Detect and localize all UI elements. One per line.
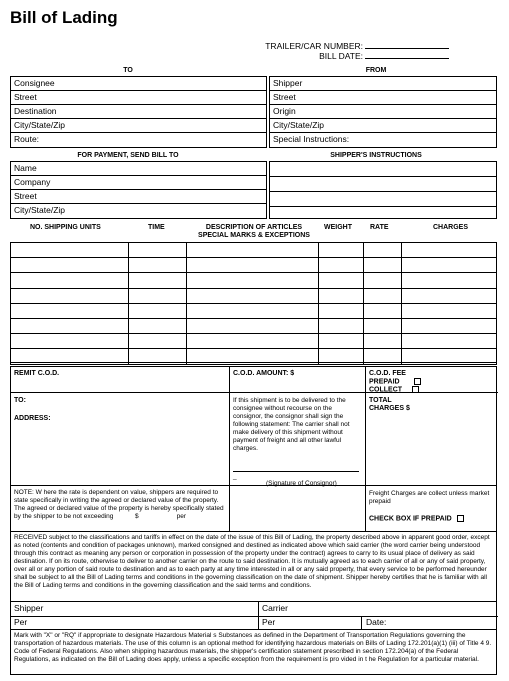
carrier-per-field[interactable]: Per — [262, 617, 276, 627]
destination-field[interactable]: Destination — [11, 105, 266, 119]
signature-section — [10, 602, 497, 630]
prepaid-row — [369, 378, 421, 385]
address-label: ADDRESS: — [14, 415, 51, 422]
consignor-signature-line[interactable] — [233, 471, 359, 472]
from-street-field[interactable]: Street — [270, 91, 496, 105]
cod-amount-label: C.O.D. AMOUNT: $ — [233, 370, 295, 377]
shipper-field[interactable]: Shipper — [270, 77, 496, 91]
to-block — [10, 76, 267, 148]
signature-dash: _ — [233, 473, 237, 480]
special-instructions-field[interactable]: Special Instructions: — [273, 134, 350, 144]
shipper-instructions-header: SHIPPER'S INSTRUCTIONS — [330, 152, 422, 159]
received-terms: RECEIVED subject to the classifications and tariffs in effect on the date of the issue of this Bill of Lading, the property described above in apparent good order, except as noted (contents and condition of packages unknown), marked consigned and destined as indicated above which said carrier (the word carrier being understood through this contract as meaning any person or corporation in possession of the property under the contract) agrees to carry to its usual place of delivery as said destination. If on its route, otherwise to deliver to another carrier on the route to said destination. It is mutually agreed as to each carrier of all or any of said property, over all or any portion of said route to destination and as to each party at any time interested in all or any said property, that every service to be performed hereunder shall be subject to all the Bill of Lading terms and conditions in the governing classification on the date of shipment. Shipper hereby certifies that he is familiar with all the Bill of Lading terms and conditions in the governing classification and the said terms and conditions. — [14, 534, 490, 589]
origin-field[interactable]: Origin — [270, 105, 496, 119]
route-field[interactable]: Route: — [14, 134, 40, 144]
shipper-signature-field[interactable]: Shipper — [14, 603, 44, 613]
total-charges-label: TOTAL CHARGES $ — [369, 397, 410, 412]
cod-fee-label: C.O.D. FEE — [369, 370, 406, 377]
declared-value-note: NOTE: W here the rate is dependent on value, shippers are required to state specifically in writing the agreed or declared value of the property. The agreed or declared value of the property is hereby specifically stated by the shipper to be not exceeding $ per — [14, 489, 226, 520]
table-row[interactable] — [11, 258, 497, 273]
received-section — [10, 532, 497, 602]
bill-date-field[interactable] — [365, 50, 449, 59]
hazmat-notice: Mark with "X" or "RQ" if appropriate to designate Hazardous Material s Substances as defined in the Department of Transportation Regulations governing the transportation of hazardous materials. The use of this column is an optional method for identifying hazardous materials on Bills of Lading 172.201(a)(1) (iii) of Title 4 9. Code of Federal Regulations. Also when shipping hazardous materials, the shipper's certification statement prescribed in section 172.204(a) of the Federal Regulations, as indicated on the Bill of Lading does apply, unless a specific exception from the requirement is pro vided in t he Regulation for a particular material. — [14, 632, 492, 663]
bill-date-row — [319, 50, 449, 61]
table-row[interactable] — [11, 273, 497, 288]
to-street-field[interactable]: Street — [11, 91, 266, 105]
payment-city-state-zip-field[interactable]: City/State/Zip — [14, 205, 66, 215]
col-header-charges: CHARGES — [433, 224, 469, 231]
consignee-field[interactable]: Consignee — [11, 77, 266, 91]
from-block — [269, 76, 497, 148]
prepaid-checkbox[interactable] — [414, 378, 421, 385]
freight-charges-note: Freight Charges are collect unless market prepaid — [369, 490, 490, 505]
payment-block — [10, 161, 267, 219]
col-header-rate: RATE — [370, 224, 389, 231]
payment-street-field[interactable]: Street — [11, 190, 266, 204]
payment-company-field[interactable]: Company — [11, 176, 266, 190]
to-label: TO: — [14, 397, 26, 404]
col-header-time: TIME — [148, 224, 165, 231]
to-header: TO — [123, 67, 133, 74]
carrier-signature-field[interactable]: Carrier — [262, 603, 288, 613]
remit-cod-label: REMIT C.O.D. — [14, 370, 60, 377]
consignor-statement: If this shipment is to be delivered to the consignee without recourse on the consignor, the consignor shall sign the following statement: The carrier shall not make delivery of this shipment without payment of freight and all other lawful charges. — [233, 397, 350, 452]
table-row[interactable] — [11, 288, 497, 303]
hazmat-section — [10, 630, 497, 675]
table-row[interactable] — [11, 243, 497, 258]
payment-header: FOR PAYMENT, SEND BILL TO — [77, 152, 179, 159]
from-header: FROM — [365, 67, 387, 74]
cod-section — [10, 366, 497, 486]
shipper-per-field[interactable]: Per — [14, 617, 28, 627]
collect-label: COLLECT — [369, 386, 403, 394]
payment-name-field[interactable]: Name — [11, 162, 266, 176]
col-header-units: NO. SHIPPING UNITS — [30, 224, 101, 231]
table-row[interactable] — [11, 334, 497, 349]
shipper-instructions-block[interactable] — [269, 161, 497, 219]
value-note-section — [10, 486, 497, 532]
col-header-description: DESCRIPTION OF ARTICLES SPECIAL MARKS & EXCEPTIONS — [198, 224, 310, 239]
table-row[interactable] — [11, 318, 497, 333]
check-prepaid-row — [369, 515, 464, 522]
collect-row — [369, 386, 419, 393]
signature-consignor-label: (Signature of Consignor) — [266, 480, 337, 487]
collect-checkbox[interactable] — [412, 386, 419, 393]
check-prepaid-label: CHECK BOX IF PREPAID — [369, 515, 452, 523]
col-header-weight: WEIGHT — [324, 224, 352, 231]
date-field[interactable]: Date: — [366, 617, 387, 627]
bill-date-label: BILL DATE: — [319, 51, 363, 61]
to-city-state-zip-field[interactable]: City/State/Zip — [11, 119, 266, 133]
from-city-state-zip-field[interactable]: City/State/Zip — [270, 119, 496, 133]
check-prepaid-checkbox[interactable] — [457, 515, 464, 522]
trailer-number-label: TRAILER/CAR NUMBER: — [265, 41, 363, 51]
prepaid-label: PREPAID — [369, 378, 400, 386]
shipping-items-table — [10, 242, 497, 365]
table-row[interactable] — [11, 303, 497, 318]
trailer-number-field[interactable] — [365, 40, 449, 49]
page-title: Bill of Lading — [10, 8, 118, 27]
